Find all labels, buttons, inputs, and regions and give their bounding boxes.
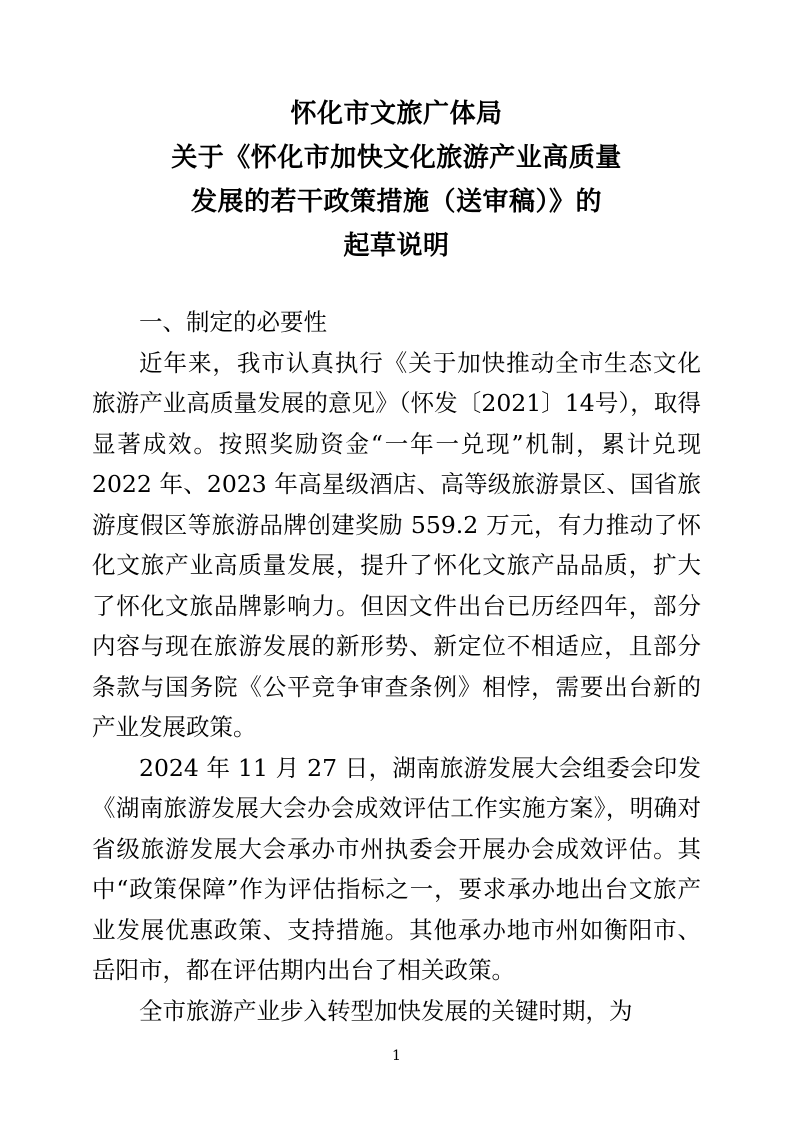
section-heading-necessity: 一、制定的必要性 bbox=[139, 308, 327, 336]
title-line-3: 发展的若干政策措施（送审稿）》的 bbox=[190, 187, 602, 217]
page-title bbox=[92, 92, 701, 268]
title-line-4: 起草说明 bbox=[343, 231, 450, 261]
paragraph-1: 近年来，我市认真执行《关于加快推动全市生态文化旅游产业高质量发展的意见》（怀发〔2021〕14号），取得显著成效。按照奖励资金“一年一兑现”机制，累计兑现 2022 年、2023 年高星级酒店、高等级旅游景区、国省旅游度假区等旅游品牌创建奖励 559.2 万元，有力推动了怀化文旅产业高质量发展，提升了怀化文旅产品品质，扩大了怀化文旅品牌影响力。但因文件出台已历经四年，部分内容与现在旅游发展的新形势、新定位不相适应，且部分条款与国务院《公平竞争审查条例》相悖，需要出台新的产业发展政策。 bbox=[92, 348, 701, 741]
document-body bbox=[92, 302, 701, 1031]
paragraph-2: 2024 年 11 月 27 日，湖南旅游发展大会组委会印发《湖南旅游发展大会办会成效评估工作实施方案》，明确对省级旅游发展大会承办市州执委会开展办会成效评估。其中“政策保障”作为评估指标之一，要求承办地出台文旅产业发展优惠政策、支持措施。其他承办地市州如衡阳市、岳阳市，都在评估期内出台了相关政策。 bbox=[92, 753, 701, 984]
paragraph-3: 全市旅游产业步入转型加快发展的关键时期，为 bbox=[139, 996, 633, 1025]
title-line-1: 怀化市文旅广体局 bbox=[290, 99, 503, 129]
title-line-2: 关于《怀化市加快文化旅游产业高质量 bbox=[171, 143, 622, 173]
page-number: 1 bbox=[392, 1048, 401, 1064]
